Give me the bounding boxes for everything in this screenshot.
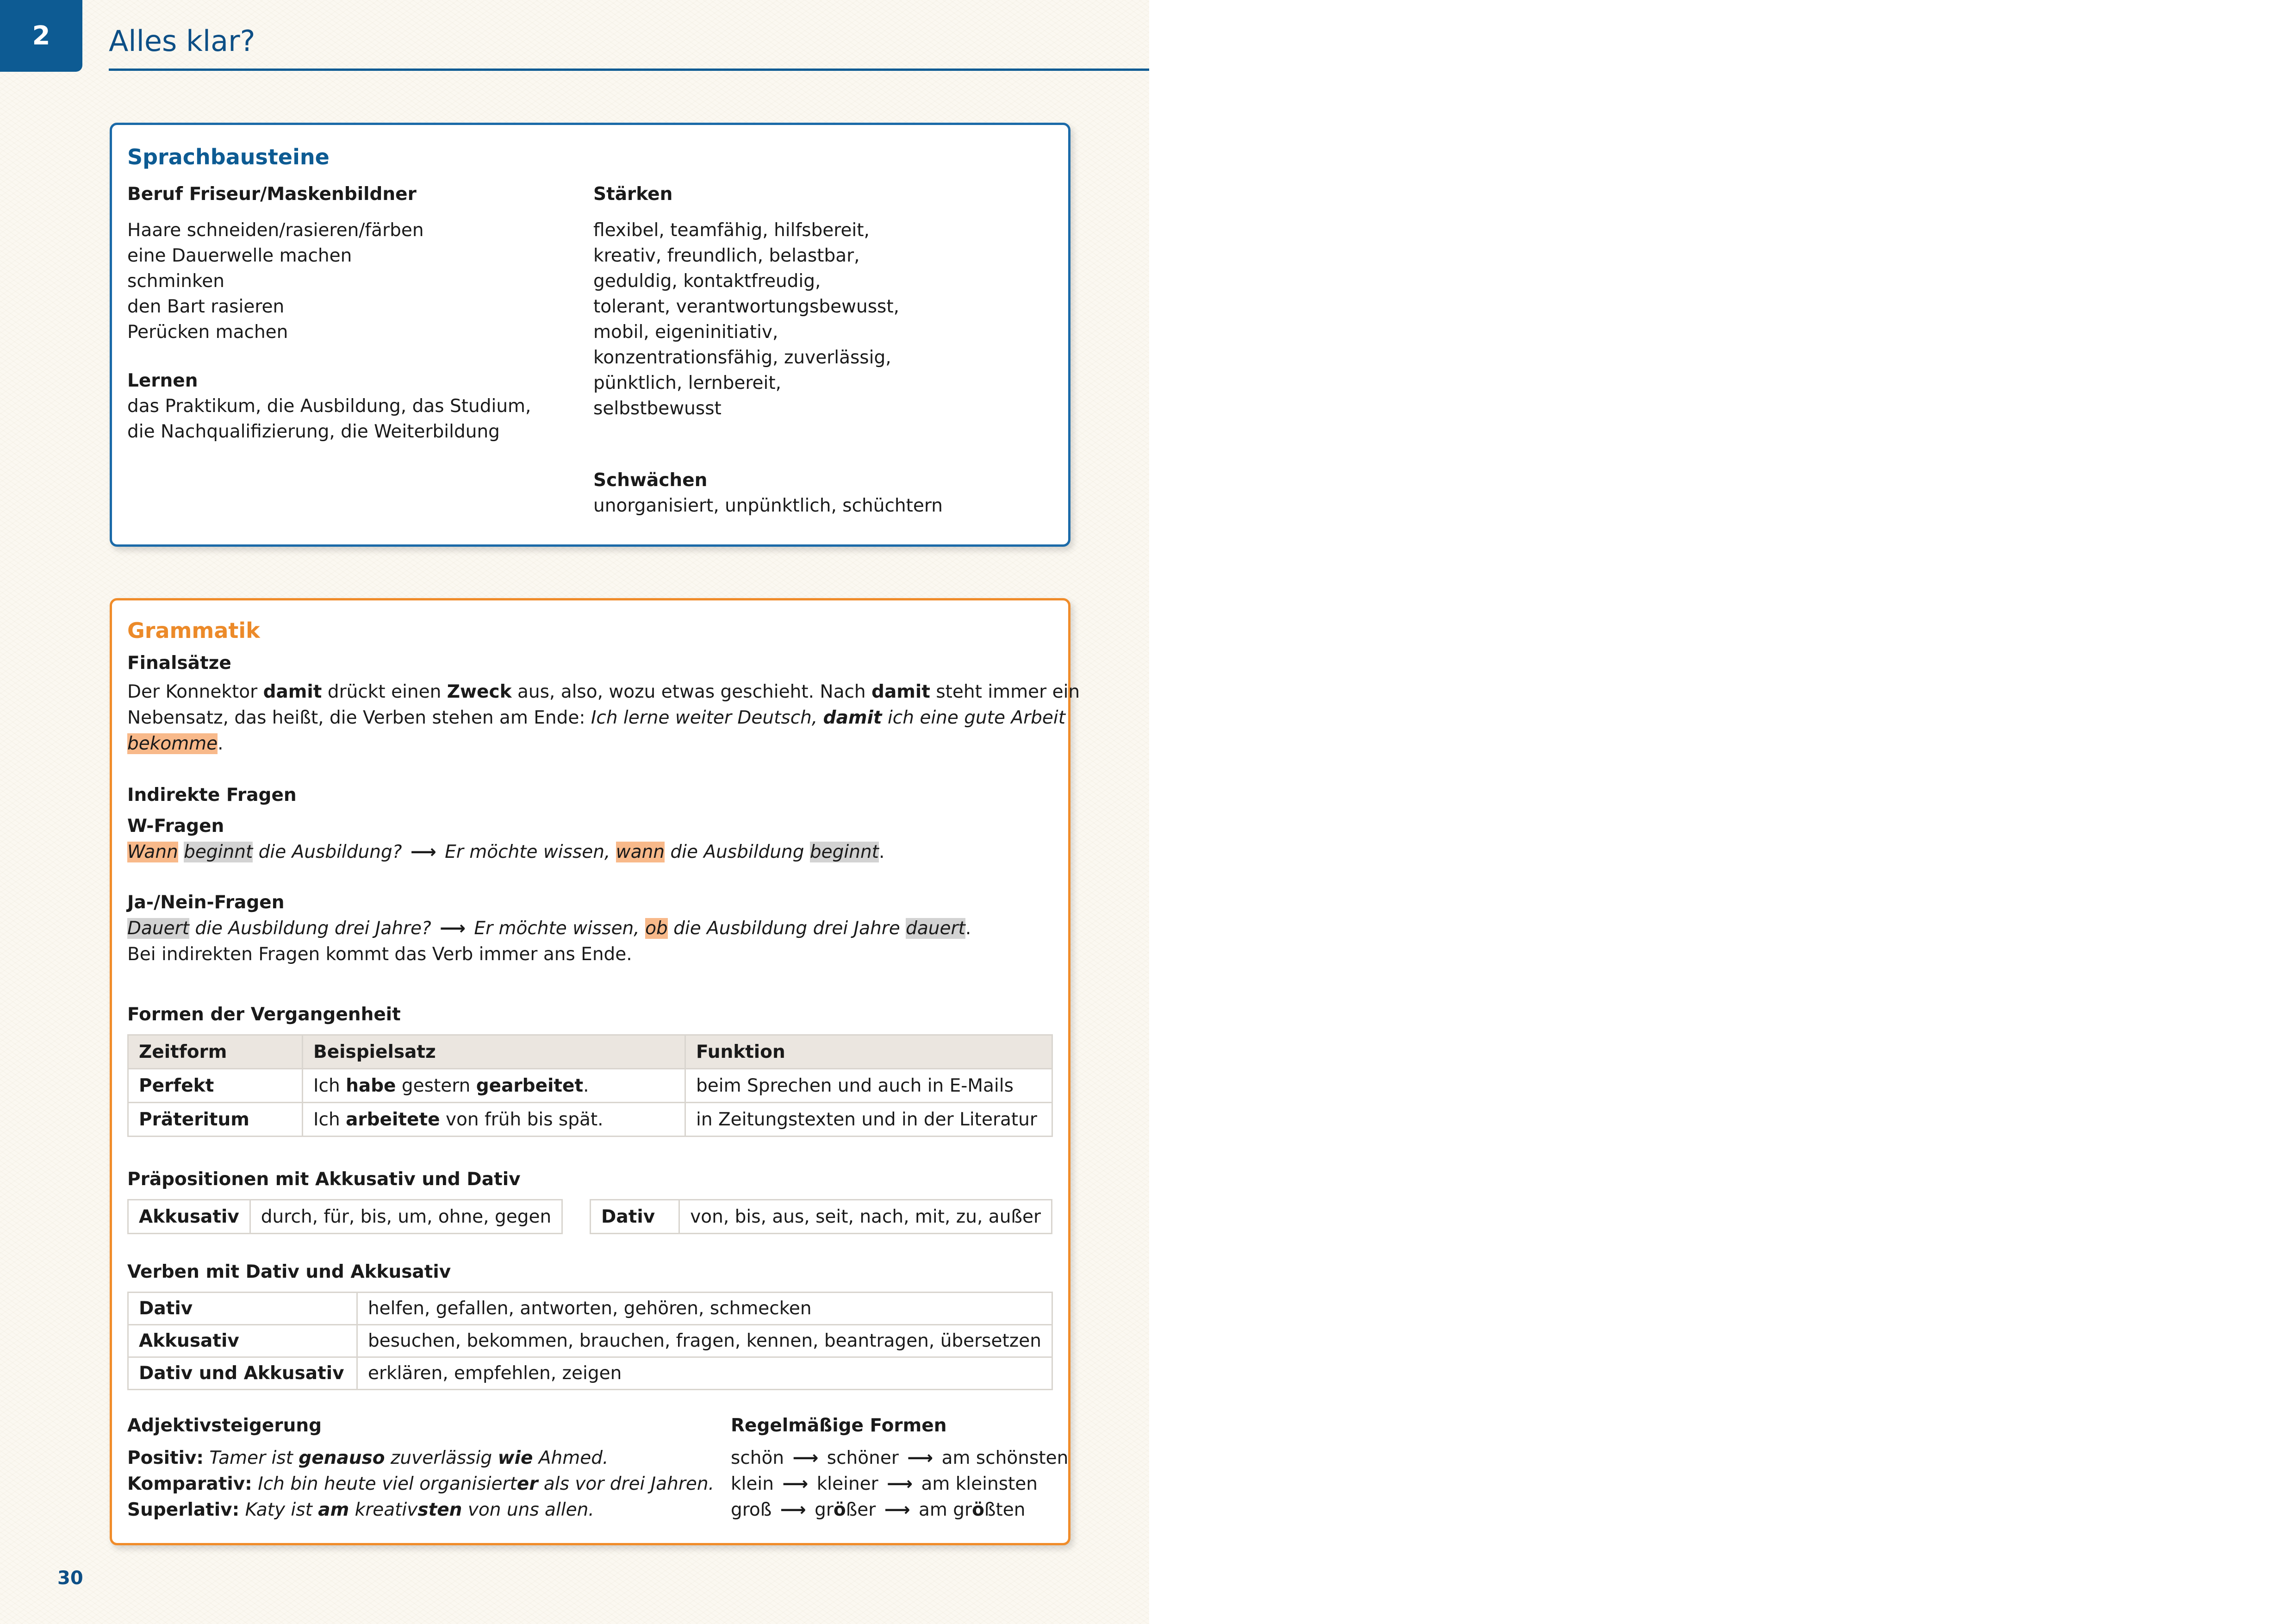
verben-heading: Verben mit Dativ und Akkusativ xyxy=(127,1262,451,1282)
staerken-line: flexibel, teamfähig, hilfsbereit, xyxy=(593,220,870,241)
dativ-list: von, bis, aus, seit, nach, mit, zu, außer xyxy=(679,1200,1052,1234)
verben-list: helfen, gefallen, antworten, gehören, schmecken xyxy=(357,1293,1052,1325)
schwaechen-section xyxy=(593,468,943,518)
table-row xyxy=(128,1325,1052,1357)
w-fragen-heading: W-Fragen xyxy=(127,816,224,837)
chapter-number-tab xyxy=(0,0,82,72)
column-header: Zeitform xyxy=(128,1035,303,1069)
highlighted-verb: bekomme xyxy=(127,733,218,754)
beruf-item: Perücken machen xyxy=(127,322,288,343)
w-fragen-section xyxy=(127,813,884,865)
staerken-line: geduldig, kontaktfreudig, xyxy=(593,271,821,292)
beruf-list xyxy=(127,218,424,345)
ja-nein-fragen-example: Dauert die Ausbildung drei Jahre? ⟶ Er möchte wissen, ob die Ausbildung drei Jahre dauert. xyxy=(127,916,971,942)
finalsaetze-line: Nebensatz, das heißt, die Verben stehen am Ende: Ich lerne weiter Deutsch, damit ich eine gute Arbeit xyxy=(127,707,1066,728)
vergangenheit-heading: Formen der Vergangenheit xyxy=(127,1004,401,1025)
positiv-example: Positiv: Tamer ist genauso zuverlässig wie Ahmed. xyxy=(127,1448,609,1468)
funktion-cell: in Zeitungstexten und in der Literatur xyxy=(685,1103,1052,1137)
zeitform-cell: Perfekt xyxy=(128,1069,303,1103)
title-divider xyxy=(109,69,1149,71)
beruf-heading: Beruf Friseur/Maskenbildner xyxy=(127,184,417,205)
ja-nein-fragen-section xyxy=(127,890,971,968)
akkusativ-list: durch, für, bis, um, ohne, gegen xyxy=(250,1200,562,1234)
page-title: Alles klar? xyxy=(109,24,255,58)
beruf-item: eine Dauerwelle machen xyxy=(127,245,352,266)
beruf-item: Haare schneiden/rasieren/färben xyxy=(127,220,424,241)
akkusativ-label: Akkusativ xyxy=(128,1200,250,1234)
page-number: 30 xyxy=(57,1568,83,1589)
lernen-line: das Praktikum, die Ausbildung, das Studium, xyxy=(127,396,531,417)
table-header-row xyxy=(128,1035,1052,1069)
lernen-heading: Lernen xyxy=(127,370,198,391)
akkusativ-praepositionen-table xyxy=(127,1199,563,1234)
finalsaetze-text xyxy=(127,679,1080,757)
arrow-right-icon: ⟶ xyxy=(780,1499,806,1520)
funktion-cell: beim Sprechen und auch in E-Mails xyxy=(685,1069,1052,1103)
arrow-right-icon: ⟶ xyxy=(410,842,436,862)
steigerung-line: klein ⟶ kleiner ⟶ am kleinsten xyxy=(731,1471,1068,1497)
adjektivsteigerung-heading: Adjektivsteigerung xyxy=(127,1415,322,1436)
dativ-praepositionen-table xyxy=(590,1199,1052,1234)
w-fragen-example: Wann beginnt die Ausbildung? ⟶ Er möchte wissen, wann die Ausbildung beginnt. xyxy=(127,839,884,865)
arrow-right-icon: ⟶ xyxy=(907,1448,933,1468)
beruf-item: den Bart rasieren xyxy=(127,296,285,317)
staerken-line: selbstbewusst xyxy=(593,398,722,419)
verben-label: Dativ xyxy=(128,1293,357,1325)
sprachbausteine-title: Sprachbausteine xyxy=(127,144,330,169)
grammatik-box xyxy=(110,598,1080,1545)
verben-table xyxy=(127,1292,1053,1390)
table-row xyxy=(591,1200,1052,1234)
steigerung-line: groß ⟶ größer ⟶ am größten xyxy=(731,1497,1068,1523)
arrow-right-icon: ⟶ xyxy=(782,1474,809,1494)
table-row xyxy=(128,1293,1052,1325)
verben-list: besuchen, bekommen, brauchen, fragen, kennen, beantragen, übersetzen xyxy=(357,1325,1052,1357)
staerken-line: kreativ, freundlich, belastbar, xyxy=(593,245,860,266)
beispielsatz-cell: Ich habe gestern gearbeitet. xyxy=(303,1069,685,1103)
vergangenheit-table xyxy=(127,1034,1053,1137)
adjektivsteigerung-examples xyxy=(127,1445,714,1523)
column-header: Funktion xyxy=(685,1035,1052,1069)
arrow-right-icon: ⟶ xyxy=(884,1499,910,1520)
praepositionen-heading: Präpositionen mit Akkusativ und Dativ xyxy=(127,1169,521,1190)
arrow-right-icon: ⟶ xyxy=(887,1474,913,1494)
sprachbausteine-box xyxy=(110,123,1070,547)
column-header: Beispielsatz xyxy=(303,1035,685,1069)
table-row xyxy=(128,1357,1052,1390)
staerken-list xyxy=(593,218,899,421)
indirekte-fragen-heading: Indirekte Fragen xyxy=(127,785,297,806)
lernen-section xyxy=(127,368,531,444)
grammatik-title: Grammatik xyxy=(127,618,260,643)
beruf-item: schminken xyxy=(127,271,224,292)
schwaechen-text: unorganisiert, unpünktlich, schüchtern xyxy=(593,495,943,516)
finalsaetze-line: bekomme. xyxy=(127,733,224,754)
ja-nein-fragen-heading: Ja-/Nein-Fragen xyxy=(127,892,285,913)
finalsaetze-heading: Finalsätze xyxy=(127,653,231,674)
regelmaessige-formen-list xyxy=(731,1445,1068,1523)
arrow-right-icon: ⟶ xyxy=(440,918,466,939)
superlativ-example: Superlativ: Katy ist am kreativsten von uns allen. xyxy=(127,1499,594,1520)
verben-label: Akkusativ xyxy=(128,1325,357,1357)
indirekte-fragen-note: Bei indirekten Fragen kommt das Verb immer ans Ende. xyxy=(127,944,632,965)
zeitform-cell: Präteritum xyxy=(128,1103,303,1137)
staerken-line: pünktlich, lernbereit, xyxy=(593,373,782,394)
table-row xyxy=(128,1069,1052,1103)
dativ-label: Dativ xyxy=(591,1200,679,1234)
finalsaetze-line: Der Konnektor damit drückt einen Zweck aus, also, wozu etwas geschieht. Nach damit steht immer ein xyxy=(127,681,1080,702)
chapter-number: 2 xyxy=(32,21,50,51)
staerken-heading: Stärken xyxy=(593,184,673,205)
verben-label: Dativ und Akkusativ xyxy=(128,1357,357,1390)
staerken-line: konzentrationsfähig, zuverlässig, xyxy=(593,347,891,368)
arrow-right-icon: ⟶ xyxy=(792,1448,819,1468)
schwaechen-heading: Schwächen xyxy=(593,470,708,491)
beispielsatz-cell: Ich arbeitete von früh bis spät. xyxy=(303,1103,685,1137)
staerken-line: tolerant, verantwortungsbewusst, xyxy=(593,296,900,317)
komparativ-example: Komparativ: Ich bin heute viel organisierter als vor drei Jahren. xyxy=(127,1474,714,1494)
regelmaessige-formen-heading: Regelmäßige Formen xyxy=(731,1415,947,1436)
table-row xyxy=(128,1103,1052,1137)
steigerung-line: schön ⟶ schöner ⟶ am schönsten xyxy=(731,1445,1068,1471)
verben-list: erklären, empfehlen, zeigen xyxy=(357,1357,1052,1390)
lernen-line: die Nachqualifizierung, die Weiterbildung xyxy=(127,421,500,442)
table-row xyxy=(128,1200,562,1234)
staerken-line: mobil, eigeninitiativ, xyxy=(593,322,778,343)
